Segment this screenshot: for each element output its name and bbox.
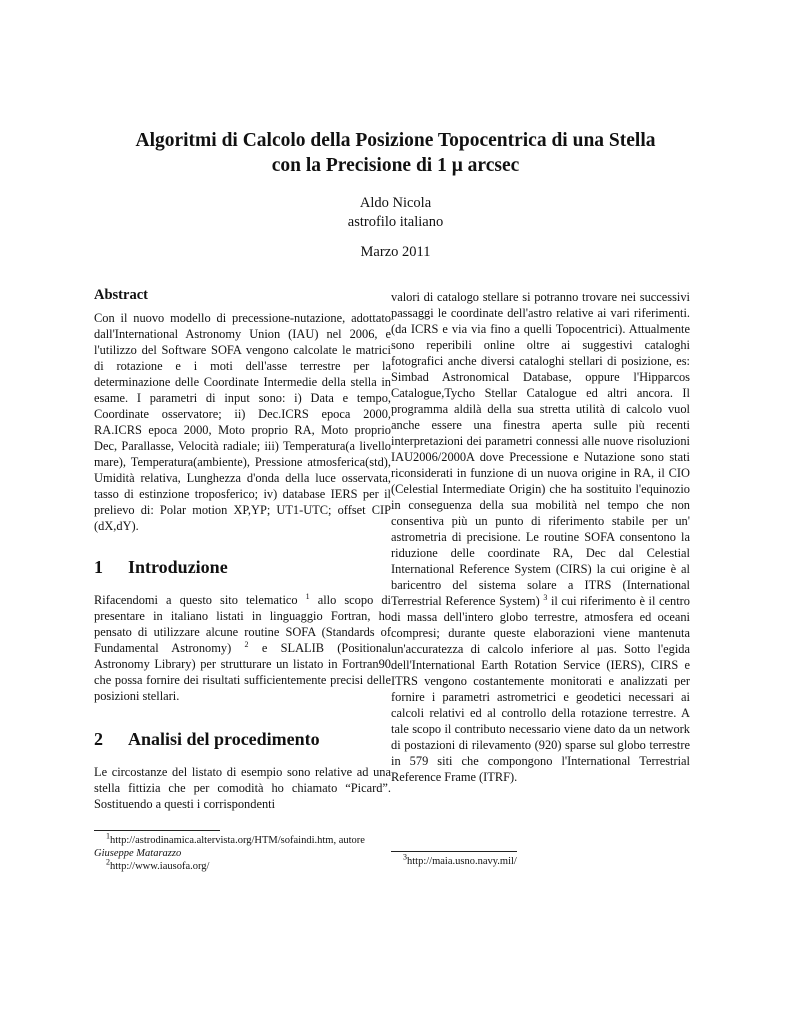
- footnote-rule-left: [94, 830, 220, 831]
- footnote-ref-1[interactable]: 1: [305, 591, 310, 601]
- section-1-text-b: allo scopo di presentare in italiano listati in linguaggio Fortran, ho pensato di utilizzare alcune routine SOFA (Standards of Fundamental Astronomy): [94, 593, 391, 655]
- title-line-1: Algoritmi di Calcolo della Posizione Topocentrica di una Stella: [135, 130, 656, 151]
- footnote-2-mark: 2: [106, 857, 110, 867]
- section-2-heading: [94, 728, 391, 750]
- section-2-number: 2: [94, 729, 103, 749]
- right-text-b: il cui riferimento è il centro di massa dell'intero globo terrestre, atmosfera ed oceani compresi; durante queste elaborazioni viene mantenuta un'accuratezza di calcolo inferiore al μas. Sotto l'egida dell'International Earth Rotation Service (IERS), CIRS e ITRS vengono costantemente monitorati e analizzati per fornire i parametri astrometrici e geodetici necessari ai calcoli relativi ed al controllo della rotazione terrestre. A tale scopo il contributo necessario viene dato da un network di postazioni di rilevamento (920) sparse sul globo terrestre in 579 siti che compongono l'International Terrestrial Reference Frame (ITRF).: [391, 594, 690, 784]
- footnote-1-mark: 1: [106, 831, 110, 841]
- footnote-3: [391, 852, 690, 868]
- abstract-heading: Abstract: [94, 287, 148, 303]
- paper-date: Marzo 2011: [360, 244, 431, 260]
- footnotes-right: [391, 852, 690, 868]
- author-name: Aldo Nicola: [359, 195, 432, 211]
- right-column: [391, 289, 690, 785]
- footnote-1-author: Giuseppe Matarazzo: [94, 848, 182, 859]
- footnote-1: [94, 831, 391, 860]
- title-line-2: con la Precisione di 1 μ arcsec: [271, 155, 520, 176]
- footnote-2-url[interactable]: http://www.iausofa.org/: [110, 861, 210, 872]
- section-1-text: [94, 592, 391, 704]
- author-affiliation: astrofilo italiano: [347, 214, 444, 230]
- section-1-number: 1: [94, 557, 103, 577]
- right-text-a: valori di catalogo stellare si potranno trovare nei successivi passaggi le coordinate dell'astro relative ai vari riferimenti.(da ICRS e via via fino a quelli Topocentrici). Attualmente sono reperibili online oltre ai suggestivi cataloghi fotografici anche diversi cataloghi stellari di posizione, es: Simbad Astronomical Database, oppure l'Hipparcos Catalogue,Tycho Stellar Catalogue ed altri ancora. Il programma aldilà della sua stretta utilità di calcolo vuol anche essere una finestra aperta sulle più recenti interpretazioni dei parametri connessi alle nuove risoluzioni IAU2006/2000A dove Precessione e Nutazione sono stati riconsiderati in funzione di un nuova origine in RA, il CIO (Celestial Intermediate Origin) che ha sostituito l'equinozio in conseguenza della sua mobilità nel tempo che non consentiva più un punto di riferimento stabile per un' astrometria di precisione. Le routine SOFA consentono la riduzione delle coordinate RA, Dec dal Celestial International Reference System (CIRS) la cui origine è al baricentro del sistema solare a ITRS (International Terrestrial Reference System): [391, 290, 690, 608]
- footnotes-left: [94, 831, 391, 873]
- abstract-text: Con il nuovo modello di precessione-nutazione, adottato dall'International Astronomy Union (IAU) nel 2006, e l'utilizzo del Software SOFA vengono calcolate le matrici di rotazione e i moti dell'asse terrestre per la determinazione delle Coordinate Intermedie della stella in esame. I parametri di input sono: i) Data e tempo, Coordinate osservatore; ii) Dec.ICRS epoca 2000, RA.ICRS epoca 2000, Moto proprio RA, Moto proprio Dec, Parallasse, Velocità radiale; iii) Temperatura(a livello mare), Temperatura(ambiente), Pressione atmosferica(std), Umidità relativa, Lunghezza d'onda della luce osservata, tasso di estinzione troposferico; iv) database IERS per il prelievo di: Polar motion XP,YP; UT1-UTC; offset CIP (dX,dY).: [94, 311, 391, 533]
- footnote-3-url[interactable]: http://maia.usno.navy.mil/: [407, 856, 517, 867]
- right-column-text: [391, 289, 690, 785]
- paper-title: [60, 128, 731, 178]
- section-2-title: Analisi del procedimento: [128, 729, 320, 749]
- footnote-3-mark: 3: [403, 852, 407, 862]
- section-1-heading: [94, 556, 391, 578]
- section-2-text: Le circostanze del listato di esempio sono relative ad una stella fittizia che per comodità ho chiamato “Picard”. Sostituendo a questi i corrispondenti: [94, 765, 391, 811]
- section-1-text-a: Rifacendomi a questo sito telematico: [94, 593, 298, 607]
- footnote-ref-3[interactable]: 3: [543, 592, 548, 602]
- section-1-text-c: e SLALIB (Positional Astronomy Library) per strutturare un listato in Fortran90 che possa fornire dei risultati sufficientemente precisi delle posizioni stellari.: [94, 641, 391, 703]
- footnote-rule-right: [391, 851, 517, 852]
- footnote-ref-2[interactable]: 2: [244, 639, 249, 649]
- left-column: [94, 286, 391, 812]
- footnote-2: [94, 857, 391, 873]
- footnote-1-url[interactable]: http://astrodinamica.altervista.org/HTM/sofaindi.htm, autore: [110, 835, 365, 846]
- section-1-title: Introduzione: [128, 557, 228, 577]
